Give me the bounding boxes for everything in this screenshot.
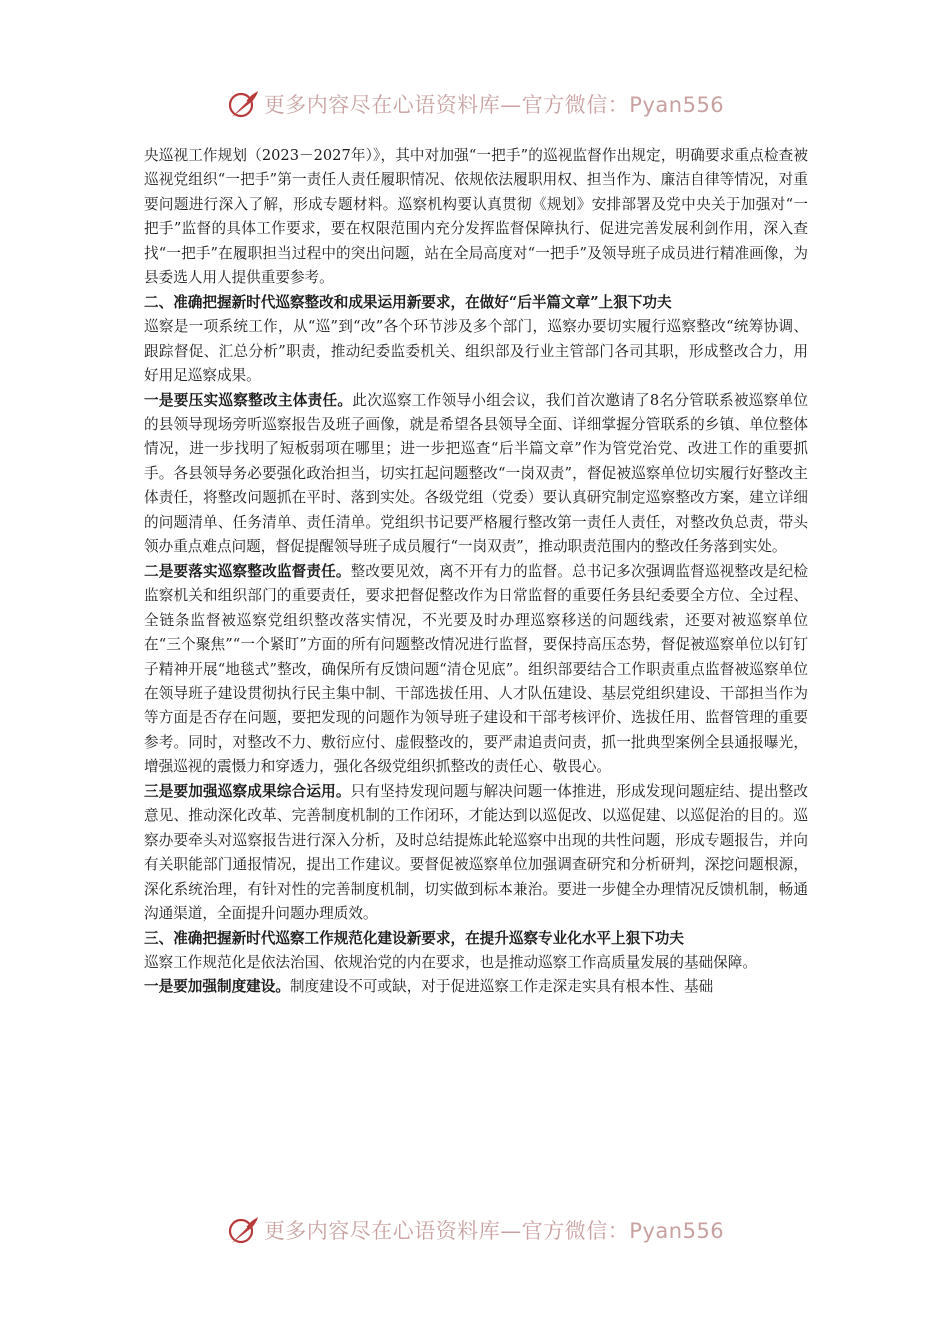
paragraph: 一是要加强制度建设。制度建设不可或缺，对于促进巡察工作走深走实具有根本性、基础 (144, 978, 714, 996)
paragraph: 巡察工作规范化是依法治国、依规治党的内在要求，也是推动巡察工作高质量发展的基础保障。 (144, 953, 757, 971)
paragraph: 一是要压实巡察整改主体责任。此次巡察工作领导小组会议，我们首次邀请了8名分管联系被巡察单位的县领导现场旁听巡察报告及班子画像，就是希望各县领导全面、详细掌握分管联系的乡镇、单位整体情况，进一步找明了短板弱项在哪里；进一步把巡查“后半篇文章”作为管党治党、改进工作的重要抓手。各县领导务必要强化政治担当，切实扛起问题整改“一岗双责”，督促被巡察单位切实履行好整改主体责任，将整改问题抓在平时、落到实处。各级党组（党委）要认真研究制定巡察整改方案，建立详细的问题清单、任务清单、责任清单。党组织书记要严格履行整改第一责任人责任，对整改负总责，带头领办重点难点问题，督促提醒领导班子成员履行“一岗双责”，推动职责范围内的整改任务落到实处。 (144, 391, 808, 556)
paragraph-lead: 一是要压实巡察整改主体责任。 (144, 391, 353, 409)
paragraph-lead: 三是要加强巡察成果综合运用。 (144, 782, 351, 800)
quill-logo-icon (226, 87, 260, 121)
paragraph-lead: 一是要加强制度建设。 (144, 978, 290, 996)
paragraph-lead: 二是要落实巡察整改监督责任。 (144, 562, 351, 580)
watermark-text: 更多内容尽在心语资料库—官方微信：Pyan556 (263, 93, 725, 117)
section-heading: 三、准确把握新时代巡察工作规范化建设新要求，在提升巡察专业化水平上狠下功夫 (144, 929, 684, 947)
document-body (144, 144, 808, 1000)
watermark-text: 更多内容尽在心语资料库—官方微信：Pyan556 (263, 1219, 725, 1243)
section-heading: 二、准确把握新时代巡察整改和成果运用新要求，在做好“后半篇文章”上狠下功夫 (144, 293, 672, 311)
paragraph: 二是要落实巡察整改监督责任。整改要见效，离不开有力的监督。总书记多次强调监督巡视整改是纪检监察机关和组织部门的重要责任，要求把督促整改作为日常监督的重要任务县纪委要全方位、全过程、全链条监督被巡察党组织整改落实情况，不光要及时办理巡察移送的问题线索，还要对被巡察单位在“三个聚焦”“一个紧盯”方面的所有问题整改情况进行监督，要保持高压态势，督促被巡察单位以钉钉子精神开展“地毯式”整改，确保所有反馈问题“清仓见底”。组织部要结合工作职责重点监督被巡察单位在领导班子建设贯彻执行民主集中制、干部选拔任用、人才队伍建设、基层党组织建设、干部担当作为等方面是否存在问题，要把发现的问题作为领导班子建设和干部考核评价、选拔任用、监督管理的重要参考。同时，对整改不力、敷衍应付、虚假整改的，要严肃追责问责，抓一批典型案例全县通报曝光，增强巡视的震慑力和穿透力，强化各级党组织抓整改的责任心、敬畏心。 (144, 562, 808, 776)
watermark-banner-top (0, 86, 950, 122)
paragraph: 巡察是一项系统工作，从“巡”到“改”各个环节涉及多个部门，巡察办要切实履行巡察整改“统筹协调、跟踪督促、汇总分析”职责，推动纪委监委机关、组织部及行业主管部门各司其职，形成整改合力，用好用足巡察成果。 (144, 318, 808, 385)
paragraph: 央巡视工作规划（2023－2027年）》，其中对加强“一把手”的巡视监督作出规定，明确要求重点检查被巡视党组织“一把手”第一责任人责任履职情况、依规依法履职用权、担当作为、廉洁自律等情况，对重要问题进行深入了解，形成专题材料。巡察机构要认真贯彻《规划》安排部署及党中央关于加强对“一把手”监督的具体工作要求，要在权限范围内充分发挥监督保障执行、促进完善发展利剑作用，深入查找“一把手”在履职担当过程中的突出问题，站在全局高度对“一把手”及领导班子成员进行精准画像，为县委选人用人提供重要参考。 (144, 147, 808, 287)
watermark-banner-bottom (0, 1212, 950, 1248)
paragraph: 三是要加强巡察成果综合运用。只有坚持发现问题与解决问题一体推进，形成发现问题症结、提出整改意见、推动深化改革、完善制度机制的工作闭环，才能达到以巡促改、以巡促建、以巡促治的目的。巡察办要牵头对巡察报告进行深入分析，及时总结提炼此轮巡察中出现的共性问题，形成专题报告，并向有关职能部门通报情况，提出工作建议。要督促被巡察单位加强调查研究和分析研判，深挖问题根源，深化系统治理，有针对性的完善制度机制，切实做到标本兼治。要进一步健全办理情况反馈机制，畅通沟通渠道，全面提升问题办理质效。 (144, 782, 808, 923)
quill-logo-icon (226, 1213, 260, 1247)
